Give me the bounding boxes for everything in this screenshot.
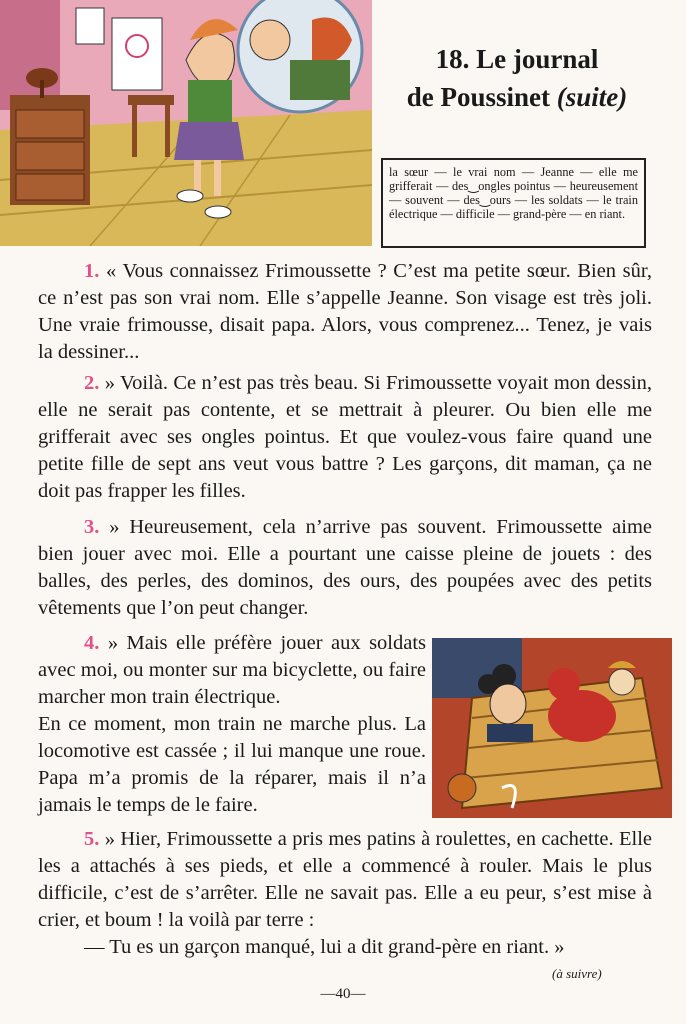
paragraph-text: » Mais elle préfère jouer aux soldats avec moi, ou monter sur ma bicyclette, ou faire marcher mon train électrique.: [38, 632, 427, 708]
vocabulary-box: la sœur — le vrai nom — Jeanne — elle me grifferait — des‿ongles pointus — heureusement — souvent — des‿ours — les soldats — le train électrique — difficile — grand-père — en riant.: [381, 158, 646, 248]
illustration-girl-with-drawing: [0, 0, 372, 246]
paragraph-number: 1.: [84, 260, 100, 282]
paragraph-text: « Vous connaissez Frimoussette ? C’est ma petite sœur. Bien sûr, ce n’est pas son vrai nom. Elle s’appelle Jeanne. Son visage est très joli. Une vraie frimousse, disait papa. Alors, vous comprenez... Tenez, je vais la dessiner...: [38, 260, 653, 363]
paragraph-text: » Heureusement, cela n’arrive pas souvent. Frimoussette aime bien jouer avec moi. Elle a pourtant une caisse pleine de jouets : des balles, des perles, des dominos, des ours, des poupées avec des petits vêtements que l’on peut changer.: [38, 516, 652, 619]
paragraph-4: [38, 630, 426, 819]
paragraph-number: 5.: [84, 828, 100, 850]
to-be-continued: (à suivre): [552, 966, 602, 981]
paragraph-text-continued: — Tu es un garçon manqué, lui a dit grand-père en riant. »: [84, 936, 565, 958]
girl-drawing-picture: [0, 0, 372, 246]
paragraph-text: » Hier, Frimoussette a pris mes patins à roulettes, en cachette. Elle les a attachés à ses pieds, et elle a commencé à rouler. Mais le plus difficile, c’est de s’arrêter. Elle ne savait pas. Elle a eu peur, s’est mise à crier, et boum ! la voilà par terre :: [38, 828, 652, 931]
paragraph-2: [38, 370, 652, 505]
paragraph-number: 3.: [84, 516, 100, 538]
paragraph-text: » Voilà. Ce n’est pas très beau. Si Frimoussette voyait mon dessin, elle ne serait pas contente, et se mettrait à pleurer. Ou bien elle me grifferait avec ses ongles pointus. Et que voulez-vous faire quand une petite fille de sept ans veut vous battre ? Les garçons, dit maman, ça ne doit pas frapper les filles.: [38, 372, 652, 502]
paragraph-1: [38, 258, 652, 366]
title-line-2: [392, 78, 642, 116]
paragraph-3: [38, 514, 652, 622]
paragraph-number: 2.: [84, 372, 100, 394]
title-line-2-main: de Poussinet: [406, 82, 551, 112]
paragraph-number: 4.: [84, 632, 100, 654]
toy-basket-picture: [432, 638, 672, 818]
paragraph-text-continued: En ce moment, mon train ne marche plus. La locomotive est cassée ; il lui manque une roue. Papa m’a promis de la réparer, mais il n’a jamais le temps de le faire.: [38, 713, 426, 816]
title-suite: (suite): [556, 82, 628, 112]
page-number: —40—: [320, 986, 366, 1002]
lesson-title: [392, 40, 642, 116]
paragraph-5: [38, 826, 652, 961]
title-line-1: 18. Le journal: [435, 44, 599, 74]
illustration-toy-basket: [432, 638, 672, 818]
